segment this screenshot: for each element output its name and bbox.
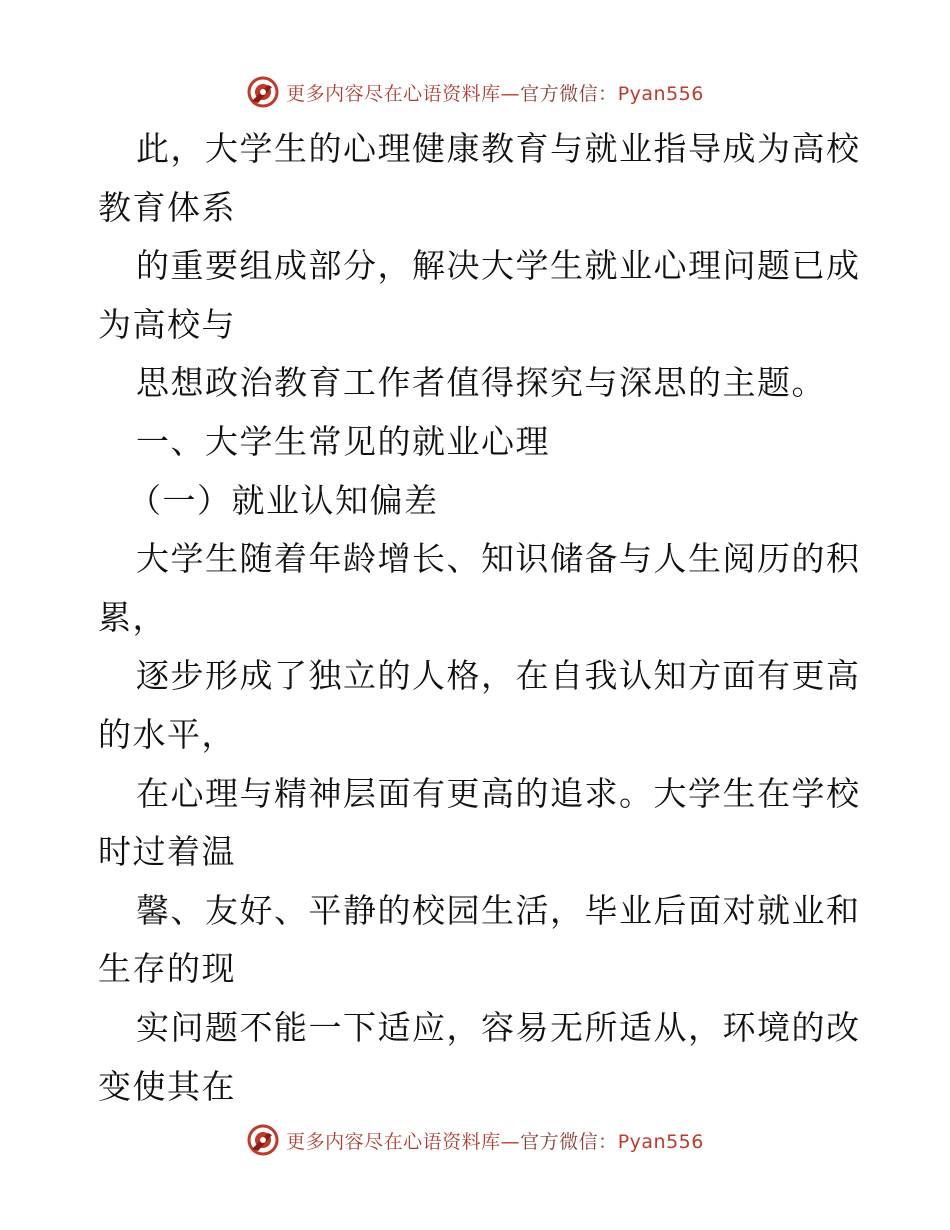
watermark-label: 官方微信： xyxy=(520,82,618,105)
watermark-label: 官方微信： xyxy=(520,1130,618,1153)
text-line: 时过着温 xyxy=(98,832,236,872)
text-line: 逐步形成了独立的人格，在自我认知方面有更高 xyxy=(136,656,861,696)
text-line: 的重要组成部分，解决大学生就业心理问题已成 xyxy=(136,246,861,286)
watermark-id: Pyan556 xyxy=(617,82,704,105)
text-line: 教育体系 xyxy=(98,187,236,227)
text-line: 思想政治教育工作者值得探究与深思的主题。 xyxy=(136,363,826,403)
text-line: 一、大学生常见的就业心理 xyxy=(136,422,550,461)
red-seal-icon xyxy=(246,1123,280,1157)
footer-watermark xyxy=(0,1120,950,1160)
watermark-id: Pyan556 xyxy=(617,1130,704,1153)
text-line: （一）就业认知偏差 xyxy=(128,480,439,520)
watermark-dash: — xyxy=(500,1130,521,1153)
text-line: 为高校与 xyxy=(98,304,236,344)
text-line: 累， xyxy=(98,597,167,637)
watermark-main: 更多内容尽在心语资料库 xyxy=(286,82,501,105)
text-line: 实问题不能一下适应，容易无所适从，环境的改 xyxy=(136,1008,861,1047)
text-line: 在心理与精神层面有更高的追求。大学生在学校 xyxy=(136,773,861,813)
watermark-main: 更多内容尽在心语资料库 xyxy=(286,1130,501,1153)
text-line: 变使其在 xyxy=(98,1066,236,1106)
watermark-text xyxy=(286,1127,704,1154)
text-line: 大学生随着年龄增长、知识储备与人生阅历的积 xyxy=(136,539,861,579)
watermark-dash: — xyxy=(500,82,521,105)
text-line: 此，大学生的心理健康教育与就业指导成为高校 xyxy=(136,129,861,168)
text-line: 生存的现 xyxy=(98,949,236,989)
text-line: 馨、友好、平静的校园生活，毕业后面对就业和 xyxy=(136,890,861,930)
text-line: 的水平， xyxy=(98,715,236,754)
